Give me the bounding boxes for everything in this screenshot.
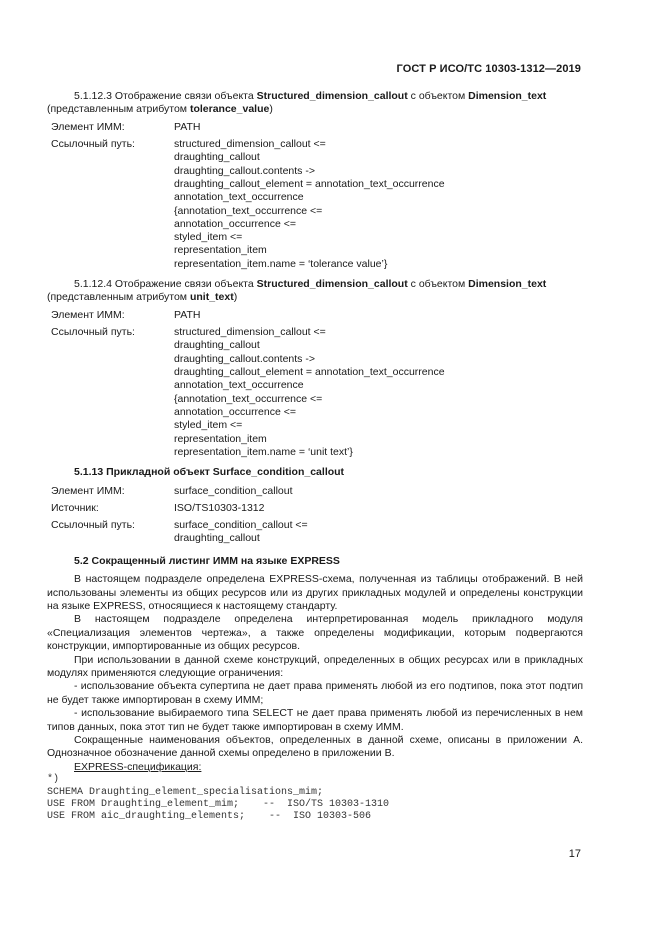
source-value: ISO/TS10303-1312 bbox=[174, 501, 265, 514]
element-label: Элемент ИММ: bbox=[51, 484, 125, 497]
clause-prefix: 5.1.12.3 Отображение связи объекта bbox=[74, 90, 257, 102]
path-line: representation_item bbox=[174, 244, 267, 257]
element-label: Элемент ИММ: bbox=[51, 308, 125, 321]
document-body bbox=[47, 90, 583, 824]
path-line: draughting_callout_element = annotation_text_occurrence bbox=[174, 178, 445, 190]
element-value: PATH bbox=[174, 308, 201, 321]
path-line: structured_dimension_callout <= bbox=[174, 138, 326, 151]
source-row bbox=[47, 502, 583, 515]
clause-title-line2 bbox=[47, 291, 583, 304]
path-label: Ссылочный путь: bbox=[51, 138, 135, 151]
path-line: representation_item.name = ‘tolerance value’} bbox=[174, 257, 388, 270]
section-heading: 5.2 Сокращенный листинг ИММ на языке EXPRESS bbox=[74, 554, 340, 567]
clause-prefix: 5.1.12.4 Отображение связи объекта bbox=[74, 278, 257, 291]
path-line: draughting_callout.contents -> bbox=[174, 164, 315, 177]
paragraph: - использование выбираемого типа SELECT не дает права применять любой из перечисленных в нем типов данных, пока этот тип не будет также импортирован в схему ИММ. bbox=[47, 707, 583, 733]
spec-label: EXPRESS-спецификация: bbox=[74, 760, 202, 773]
element-value: PATH bbox=[174, 120, 201, 133]
path-line: annotation_occurrence <= bbox=[174, 217, 297, 230]
source-label: Источник: bbox=[51, 501, 99, 514]
path-line: structured_dimension_callout <= bbox=[174, 326, 326, 339]
path-lines bbox=[174, 519, 583, 546]
path-line: representation_item.name = ‘unit text’} bbox=[174, 445, 353, 458]
code-line: *) bbox=[47, 774, 60, 786]
reference-path-row bbox=[47, 326, 583, 459]
attribute-name: tolerance_value bbox=[189, 103, 270, 116]
attr-suffix: ) bbox=[233, 291, 238, 304]
clause-title bbox=[47, 278, 583, 291]
spec-label-line bbox=[47, 761, 583, 774]
path-line: styled_item <= bbox=[174, 419, 243, 432]
object-name: Structured_dimension_callout bbox=[256, 90, 408, 102]
attr-prefix: (представленным атрибутом bbox=[47, 103, 190, 116]
clause-5-1-12-4 bbox=[47, 278, 583, 459]
paragraph: В настоящем подразделе определена EXPRESS-схема, полученная из таблицы отображений. В ней использованы элементы из общих ресурсов или из других прикладных модулей и определены конструкции на языке EXPRESS, относящиеся к настоящему стандарту. bbox=[47, 573, 583, 612]
paragraph: При использовании в данной схеме конструкций, определенных в общих ресурсах или в прикладных модулях применяются следующие ограничения: bbox=[47, 653, 583, 679]
path-line: draughting_callout bbox=[174, 532, 260, 545]
clause-title-line2 bbox=[47, 103, 583, 116]
paragraph: - использование объекта супертипа не дает права применять любой из его подтипов, пока этот подтип не будет также импортирован в схему ИММ; bbox=[47, 680, 583, 706]
element-label: Элемент ИММ: bbox=[51, 120, 125, 133]
reference-path-row bbox=[47, 138, 583, 271]
element-row bbox=[47, 309, 583, 322]
path-line: annotation_occurrence <= bbox=[174, 405, 297, 418]
element-row bbox=[47, 121, 583, 134]
clause-title bbox=[47, 90, 583, 103]
reference-path-row bbox=[47, 519, 583, 546]
clause-5-1-12-3 bbox=[47, 90, 583, 271]
object-name: Dimension_text bbox=[468, 278, 547, 291]
path-line: annotation_text_occurrence bbox=[174, 379, 304, 392]
path-line: {annotation_text_occurrence <= bbox=[174, 392, 323, 405]
section-heading: 5.1.13 Прикладной объект Surface_condition_callout bbox=[74, 466, 345, 479]
path-line: surface_condition_callout <= bbox=[174, 519, 308, 532]
path-line: draughting_callout_element = annotation_text_occurrence bbox=[174, 366, 445, 379]
attr-suffix: ) bbox=[269, 103, 273, 116]
clause-connector: с объектом bbox=[407, 278, 469, 291]
path-label: Ссылочный путь: bbox=[51, 326, 135, 339]
clause-connector: с объектом bbox=[407, 90, 469, 102]
page-number: 17 bbox=[568, 848, 581, 860]
element-row bbox=[47, 485, 583, 498]
paragraph: В настоящем подразделе определена интерпретированная модель прикладного модуля «Специализация элементов чертежа», а также определены модификации, которым подвергаются конструкции, импортированные из общих ресурсов. bbox=[47, 613, 583, 653]
path-line: draughting_callout.contents -> bbox=[174, 352, 315, 365]
code-line: USE FROM aic_draughting_elements; -- ISO 10303-506 bbox=[47, 811, 372, 823]
object-name: Dimension_text bbox=[468, 90, 547, 102]
path-line: styled_item <= bbox=[174, 231, 243, 244]
attribute-name: unit_text bbox=[189, 291, 234, 304]
path-line: {annotation_text_occurrence <= bbox=[174, 204, 323, 217]
path-lines bbox=[174, 326, 583, 459]
paragraph: Сокращенные наименования объектов, определенных в данной схеме, описаны в приложении А. Однозначное обозначение данной схемы определено в приложении В. bbox=[47, 734, 583, 760]
path-lines bbox=[174, 138, 583, 271]
code-block bbox=[47, 774, 583, 824]
clause-5-1-13 bbox=[47, 466, 583, 546]
page-header: ГОСТ Р ИСО/ТС 10303-1312—2019 bbox=[396, 63, 581, 75]
clause-5-2 bbox=[47, 555, 583, 824]
path-line: representation_item bbox=[174, 432, 267, 445]
object-name: Structured_dimension_callout bbox=[256, 278, 408, 291]
code-line: USE FROM Draughting_element_mim; -- ISO/TS 10303-1310 bbox=[47, 799, 390, 811]
code-line: SCHEMA Draughting_element_specialisations_mim; bbox=[47, 786, 324, 798]
path-line: annotation_text_occurrence bbox=[174, 191, 304, 204]
path-line: draughting_callout bbox=[174, 151, 260, 164]
path-line: draughting_callout bbox=[174, 339, 260, 352]
path-label: Ссылочный путь: bbox=[51, 519, 135, 532]
element-value: surface_condition_callout bbox=[174, 484, 293, 497]
attr-prefix: (представленным атрибутом bbox=[47, 291, 190, 304]
